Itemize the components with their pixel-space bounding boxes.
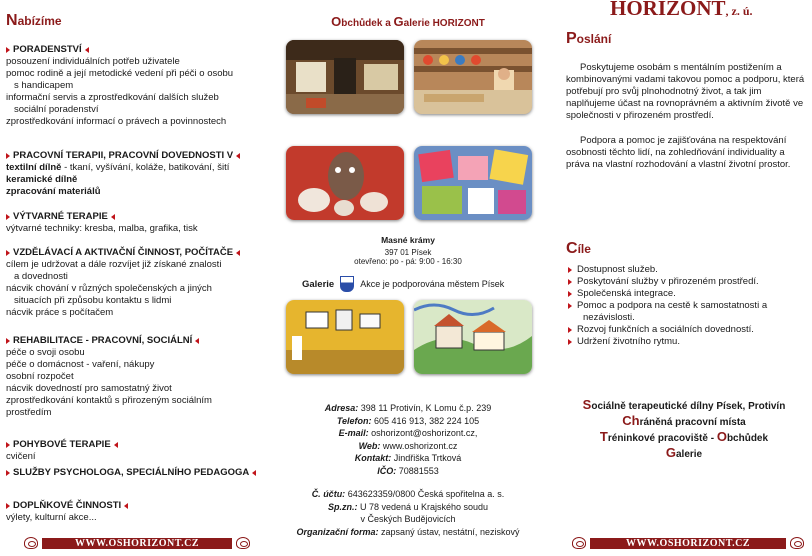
bullet-right-icon	[568, 267, 572, 273]
bullet-right-icon	[6, 470, 10, 476]
service-detail: zprostředkování informací o právech a povinnostech	[6, 116, 227, 127]
service-title	[6, 247, 260, 259]
bullet-right-icon	[568, 327, 572, 333]
service-item	[6, 335, 260, 419]
horizont-logo-icon	[790, 537, 804, 549]
mission-text	[566, 62, 810, 171]
service-detail: zprostředkování kontaktů s přirozeným sociálním	[6, 395, 212, 406]
contact-row	[272, 402, 544, 415]
horizont-logo-icon	[236, 537, 250, 549]
contact-row	[272, 427, 544, 440]
website-banner-left[interactable]	[20, 536, 254, 550]
contact-value: 605 416 913, 382 224 105	[371, 415, 480, 426]
service-item	[6, 150, 260, 198]
bullet-right-icon	[6, 153, 10, 159]
organization-unit-line: Sociálně terapeutické dílny Písek, Protivín	[582, 397, 786, 412]
galerie-support-text: Akce je podporována městem Písek	[360, 279, 505, 289]
service-title-text: POHYBOVÉ TERAPIE	[13, 439, 111, 450]
bullet-right-icon	[6, 214, 10, 220]
service-detail: výlety, kulturní akce...	[6, 512, 97, 523]
goal-item	[568, 324, 808, 336]
service-detail: cvičení	[6, 451, 36, 462]
registration-list	[272, 488, 544, 538]
service-title-text: PORADENSTVÍ	[13, 44, 82, 55]
goal-text: Dostupnost služeb.	[577, 264, 658, 275]
textile-products-photo	[414, 146, 532, 220]
service-detail: keramické dílně	[6, 174, 78, 185]
mission-paragraph-1: Poskytujeme osobám s mentálním postižením a kombinovanými vadami takovou pomoc a podporu, která potřebují pro svůj plnohodnotný život, a tak jim naplňujeme účast na rovnoprávném a aktivním životě ve společnosti v přirozeném prostředí.	[566, 62, 805, 121]
bullet-right-icon	[6, 503, 10, 509]
bullet-right-icon	[568, 339, 572, 345]
contact-label: Telefon:	[336, 415, 372, 426]
service-detail: s handicapem	[14, 80, 74, 91]
service-item	[6, 500, 260, 524]
contact-list	[272, 402, 544, 477]
bullet-left-icon	[124, 503, 128, 509]
bullet-left-icon	[114, 442, 118, 448]
contact-label: Organizační forma:	[296, 526, 379, 537]
brand-title: HORIZONT, z. ú.	[610, 0, 753, 20]
goal-item	[568, 336, 808, 348]
goal-item	[568, 264, 808, 276]
service-title	[6, 500, 260, 512]
organization-unit-line: Galerie	[665, 445, 703, 460]
mission-paragraph-2: Podpora a pomoc je zajišťována na respektování osobnosti těchto lidí, na zohledňování individuality a práva na vlastní rozhodování a vlastní životní prostor.	[566, 135, 791, 170]
bullet-left-icon	[195, 338, 199, 344]
contact-row	[272, 415, 544, 428]
goal-text: Rozvoj funkčních a sociálních dovedností.	[577, 324, 754, 335]
bullet-left-icon	[236, 153, 240, 159]
shop-info	[272, 236, 544, 266]
contact-value: 398 11 Protivín, K Lomu č.p. 239	[358, 403, 492, 413]
bullet-right-icon	[6, 338, 10, 344]
services-heading: Nabízíme	[6, 12, 62, 29]
service-detail: výtvarné techniky: kresba, malba, grafika, tisk	[6, 223, 198, 234]
service-detail: prostředím	[6, 407, 52, 418]
shop-hours: otevřeno: po - pá: 9:00 - 16:30	[354, 257, 462, 266]
contact-row	[272, 513, 544, 526]
contact-label: IČO:	[377, 465, 397, 476]
bullet-right-icon	[6, 47, 10, 53]
bullet-right-icon	[568, 303, 572, 309]
contact-label: Web:	[358, 440, 381, 451]
service-title-text: SLUŽBY PSYCHOLOGA, SPECIÁLNÍHO PEDAGOGA	[13, 467, 250, 478]
galerie-row	[302, 276, 504, 292]
horizont-logo-icon	[24, 537, 38, 549]
bullet-right-icon	[568, 291, 572, 297]
organization-units	[556, 398, 812, 462]
service-title	[6, 150, 260, 162]
goal-item	[568, 288, 808, 300]
goal-item	[568, 276, 808, 288]
contact-value[interactable]: oshorizont@oshorizont.cz,	[368, 428, 478, 438]
service-title	[6, 211, 260, 223]
service-detail: pomoc rodině a její metodické vedení při péči o osobu	[6, 68, 234, 79]
service-detail: informační servis a zprostředkování dalších služeb	[6, 92, 219, 103]
bullet-left-icon	[111, 214, 115, 220]
goal-text: Pomoc a podpora na cestě k samostatnosti a nezávislosti.	[577, 300, 768, 323]
organization-unit-line: Chráněná pracovní místa	[622, 413, 746, 428]
goal-text: Poskytování služby v přirozeném prostředí.	[577, 276, 759, 287]
shop-address: 397 01 Písek	[384, 248, 432, 257]
service-detail: péče o svoji osobu	[6, 347, 85, 358]
contact-value: Jindřiška Trtková	[391, 453, 462, 463]
contact-label: Č. účtu:	[311, 489, 346, 499]
painting-photo	[414, 300, 532, 374]
shop-name: Masné krámy	[381, 235, 435, 245]
galerie-label: Galerie	[302, 278, 335, 290]
service-detail: sociální poradenství	[14, 104, 99, 115]
contact-value: U 78 vedená u Krajského soudu	[357, 501, 489, 512]
service-item	[6, 44, 260, 128]
service-title-text: DOPLŇKOVÉ ČINNOSTI	[13, 500, 122, 511]
shop-shelves-photo	[414, 40, 532, 114]
service-detail: péče o domácnost - vaření, nákupy	[6, 359, 155, 370]
goal-text: Udržení životního rytmu.	[577, 336, 680, 347]
service-detail: situacích při způsobu kontaktu s lidmi	[14, 295, 172, 306]
service-detail: osobní rozpočet	[6, 371, 74, 382]
right-column	[556, 0, 812, 556]
service-title	[6, 44, 260, 56]
contact-block	[272, 402, 544, 538]
service-item	[6, 247, 260, 319]
contact-row	[272, 440, 544, 453]
service-item	[6, 467, 260, 479]
mission-heading: Poslání	[566, 30, 612, 47]
middle-column	[272, 0, 544, 556]
contact-value: v Českých Budějovicích	[360, 514, 456, 524]
service-title	[6, 335, 260, 347]
goal-text: Společenská integrace.	[577, 288, 676, 299]
contact-label: Sp.zn.:	[327, 501, 358, 512]
website-banner-right[interactable]	[568, 536, 808, 550]
contact-label: E-mail:	[338, 428, 369, 438]
website-link[interactable]: WWW.OSHORIZONT.CZ	[590, 538, 786, 549]
pisek-crest-icon	[340, 276, 354, 292]
organization-unit-line: Tréninkové pracoviště - Obchůdek	[599, 429, 769, 444]
bullet-left-icon	[85, 47, 89, 53]
service-detail: nácvik chování v různých společenských a jiných	[6, 283, 212, 294]
service-detail: posouzení individuálních potřeb uživatele	[6, 56, 180, 67]
service-title-text: VZDĚLÁVACÍ A AKTIVAČNÍ ČINNOST, POČÍTAČE	[13, 247, 234, 258]
shop-interior-photo	[286, 40, 404, 114]
contact-value: 70881553	[396, 465, 439, 476]
contact-label: Adresa:	[324, 403, 359, 413]
contact-value: 643623359/0800 Česká spořitelna a. s.	[345, 489, 505, 499]
ceramics-photo	[286, 146, 404, 220]
contact-value[interactable]: www.oshorizont.cz	[380, 440, 458, 451]
bullet-right-icon	[6, 250, 10, 256]
contact-row	[272, 465, 544, 478]
shop-gallery-title: Obchůdek a Galerie HORIZONT	[331, 14, 485, 29]
horizont-logo-icon	[572, 537, 586, 549]
goals-heading: Cíle	[566, 240, 591, 257]
service-detail: nácvik dovedností pro samostatný život	[6, 383, 172, 394]
service-detail: zpracování materiálů	[6, 186, 101, 197]
bullet-right-icon	[6, 442, 10, 448]
contact-label: Kontakt:	[354, 453, 392, 463]
contact-row	[272, 501, 544, 514]
service-detail: nácvik práce s počítačem	[6, 307, 114, 318]
gallery-room-photo	[286, 300, 404, 374]
service-detail: textilní dílně - tkaní, vyšívání, koláže, batikování, šití	[6, 162, 230, 173]
service-item	[6, 439, 260, 463]
service-detail: a dovednosti	[14, 271, 68, 282]
service-title-text: REHABILITACE - PRACOVNÍ, SOCIÁLNÍ	[13, 335, 193, 346]
service-item	[6, 211, 260, 235]
contact-row	[272, 488, 544, 501]
bullet-right-icon	[568, 279, 572, 285]
contact-row	[272, 452, 544, 465]
goals-list	[568, 264, 808, 348]
left-column	[0, 0, 262, 556]
goal-item	[568, 300, 808, 324]
bullet-left-icon	[252, 470, 256, 476]
service-title-text: VÝTVARNÉ TERAPIE	[13, 211, 108, 222]
contact-value: zapsaný ústav, nestátní, neziskový	[378, 526, 520, 537]
service-title	[6, 439, 260, 451]
service-title-text: PRACOVNÍ TERAPII, PRACOVNÍ DOVEDNOSTI V	[13, 150, 234, 161]
bullet-left-icon	[236, 250, 240, 256]
service-detail: cílem je udržovat a dále rozvíjet již získané znalosti	[6, 259, 222, 270]
contact-row	[272, 526, 544, 539]
service-title	[6, 467, 260, 479]
website-link[interactable]: WWW.OSHORIZONT.CZ	[42, 538, 232, 549]
